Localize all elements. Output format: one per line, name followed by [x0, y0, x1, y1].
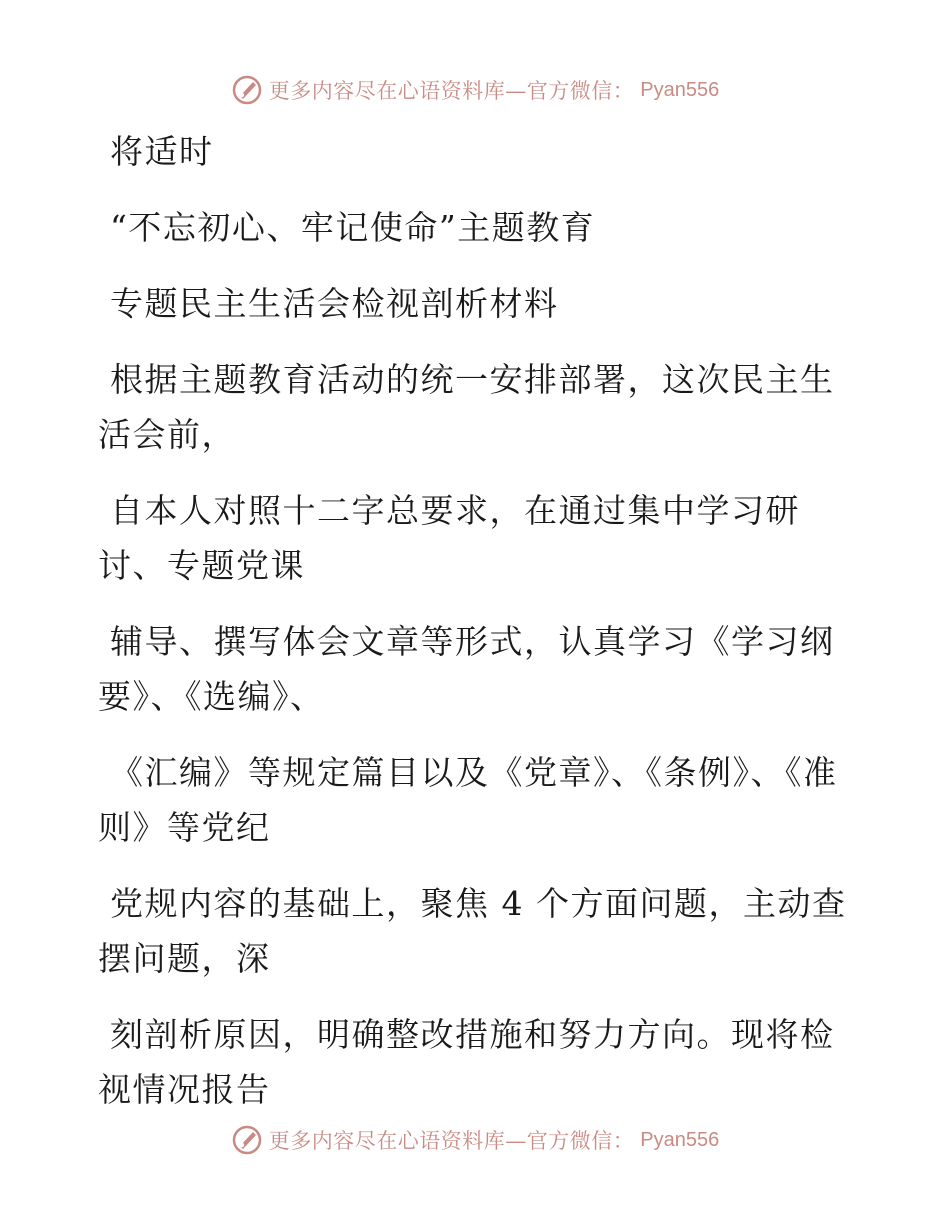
paragraph: 《汇编》等规定篇目以及《党章》、《条例》、《准则》等党纪 [98, 753, 838, 847]
paragraph: 刻剖析原因，明确整改措施和努力方向。现将检视情况报告 [98, 1015, 835, 1109]
footer-watermark-text: 更多内容尽在心语资料库—官方微信： [268, 1129, 635, 1153]
paragraph: 党规内容的基础上，聚焦 4 个方面问题，主动查摆问题，深 [98, 884, 847, 978]
paragraph: 辅导、撰写体会文章等形式，认真学习《学习纲要》、《选编》、 [98, 622, 835, 716]
header-watermark-id: Pyan556 [640, 78, 720, 101]
pen-logo-icon [231, 1124, 263, 1156]
footer-watermark [0, 1120, 950, 1160]
document-body [98, 124, 858, 1138]
paragraph: 自本人对照十二字总要求，在通过集中学习研讨、专题党课 [98, 491, 800, 585]
footer-watermark-id: Pyan556 [640, 1128, 720, 1151]
paragraph: 将适时 [110, 132, 214, 171]
header-watermark [0, 70, 950, 110]
pen-logo-icon [231, 74, 263, 106]
header-watermark-text: 更多内容尽在心语资料库—官方微信： [268, 79, 635, 103]
paragraph: 根据主题教育活动的统一安排部署，这次民主生活会前， [98, 360, 835, 454]
paragraph: “不忘初心、牢记使命”主题教育 [110, 208, 596, 247]
paragraph: 专题民主生活会检视剖析材料 [110, 284, 559, 323]
